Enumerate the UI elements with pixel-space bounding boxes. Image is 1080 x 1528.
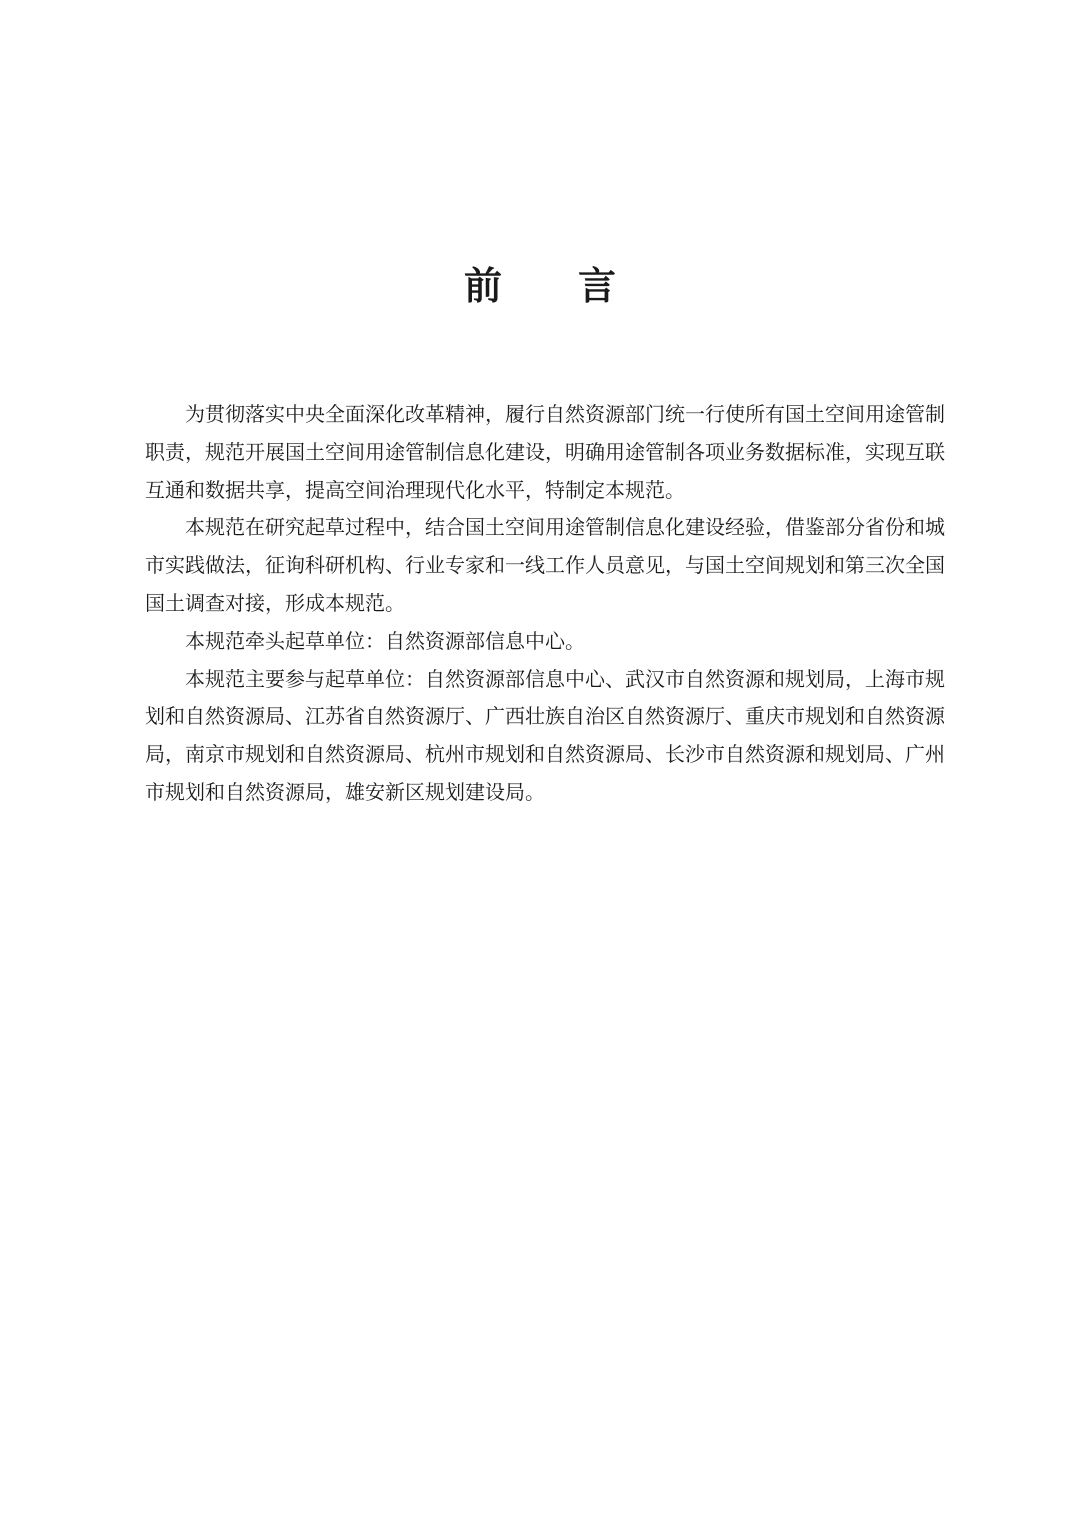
paragraph-participating-drafters: 本规范主要参与起草单位：自然资源部信息中心、武汉市自然资源和规划局，上海市规划和自然资源局、江苏省自然资源厅、广西壮族自治区自然资源厅、重庆市规划和自然资源局，南京市规划和自然资源局、杭州市规划和自然资源局、长沙市自然资源和规划局、广州市规划和自然资源局，雄安新区规划建设局。 [145, 666, 945, 804]
paragraph-drafting-process: 本规范在研究起草过程中，结合国土空间用途管制信息化建设经验，借鉴部分省份和城市实践做法，征询科研机构、行业专家和一线工作人员意见，与国土空间规划和第三次全国国土调查对接，形成本规范。 [145, 515, 945, 615]
title-char-2: 言 [578, 263, 617, 308]
preface-body [145, 396, 945, 812]
paragraph-lead-drafter: 本规范牵头起草单位：自然资源部信息中心。 [185, 628, 585, 653]
title-char-1: 前 [463, 263, 502, 308]
paragraph-purpose: 为贯彻落实中央全面深化改革精神，履行自然资源部门统一行使所有国土空间用途管制职责，规范开展国土空间用途管制信息化建设，明确用途管制各项业务数据标准，实现互联互通和数据共享，提高空间治理现代化水平，特制定本规范。 [145, 402, 945, 502]
page-title [0, 262, 1080, 310]
